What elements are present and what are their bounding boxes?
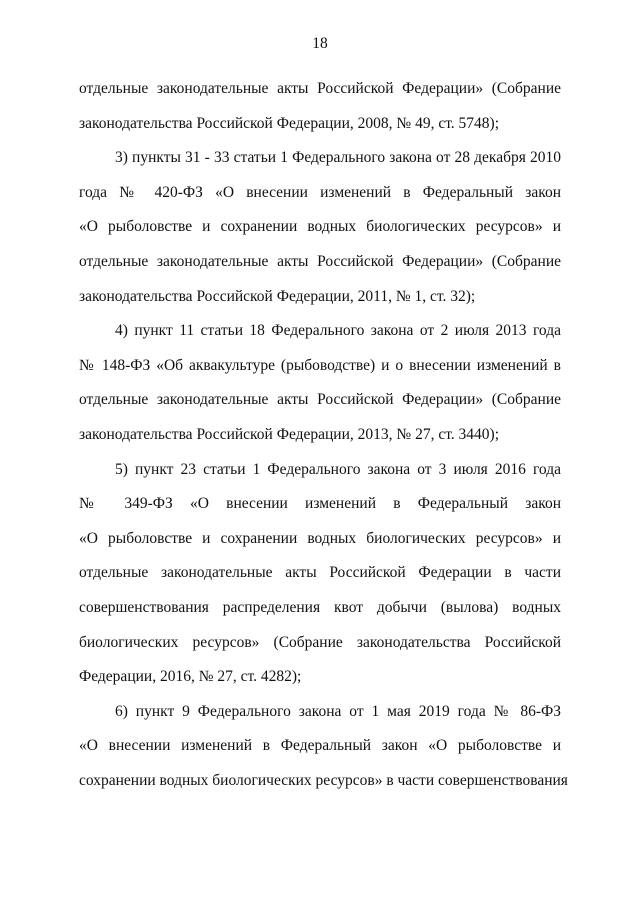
text-line: 3) пункты 31 - 33 статьи 1 Федерального закона от 28 декабря 2010	[115, 149, 561, 167]
paragraph-item-6	[79, 695, 568, 799]
document-body	[79, 72, 568, 798]
text-line: «О рыболовстве и сохранении водных биологических ресурсов» и	[79, 218, 561, 236]
text-line: года № 420-ФЗ «О внесении изменений в Федеральный закон	[79, 183, 561, 201]
text-line: «О рыболовстве и сохранении водных биологических ресурсов» и	[79, 529, 561, 547]
text-line: совершенствования распределения квот добычи (вылова) водных	[79, 598, 561, 616]
text-line: 5) пункт 23 статьи 1 Федерального закона от 3 июля 2016 года	[115, 460, 561, 478]
page-number: 18	[312, 35, 328, 52]
text-line: отдельные законодательные акты Российской Федерации» (Собрание	[79, 391, 561, 409]
paragraph-continuation	[79, 72, 561, 141]
paragraph-item-5	[79, 453, 561, 695]
text-line: законодательства Российской Федерации, 2013, № 27, ст. 3440);	[79, 425, 500, 443]
text-line: № 148-ФЗ «Об аквакультуре (рыбоводстве) и о внесении изменений в	[79, 356, 561, 374]
paragraph-item-3	[79, 141, 561, 314]
paragraph-item-4	[79, 314, 561, 452]
text-line: отдельные законодательные акты Российской Федерации» (Собрание	[79, 252, 561, 270]
text-line: отдельные законодательные акты Российской Федерации» (Собрание	[79, 80, 561, 97]
text-line: Федерации, 2016, № 27, ст. 4282);	[79, 668, 302, 686]
text-line: биологических ресурсов» (Собрание законодательства Российской	[79, 633, 561, 651]
text-line: законодательства Российской Федерации, 2008, № 49, ст. 5748);	[79, 114, 500, 132]
text-line: № 349-ФЗ «О внесении изменений в Федеральный закон	[79, 495, 561, 513]
text-line: 6) пункт 9 Федерального закона от 1 мая 2019 года № 86-ФЗ	[115, 702, 561, 720]
text-line: сохранении водных биологических ресурсов» в части совершенствования	[79, 771, 568, 789]
text-line: 4) пункт 11 статьи 18 Федерального закона от 2 июля 2013 года	[115, 322, 561, 340]
text-line: отдельные законодательные акты Российской Федерации в части	[79, 564, 561, 582]
text-line: законодательства Российской Федерации, 2011, № 1, ст. 32);	[79, 287, 476, 305]
text-line: «О внесении изменений в Федеральный закон «О рыболовстве и	[79, 737, 561, 755]
